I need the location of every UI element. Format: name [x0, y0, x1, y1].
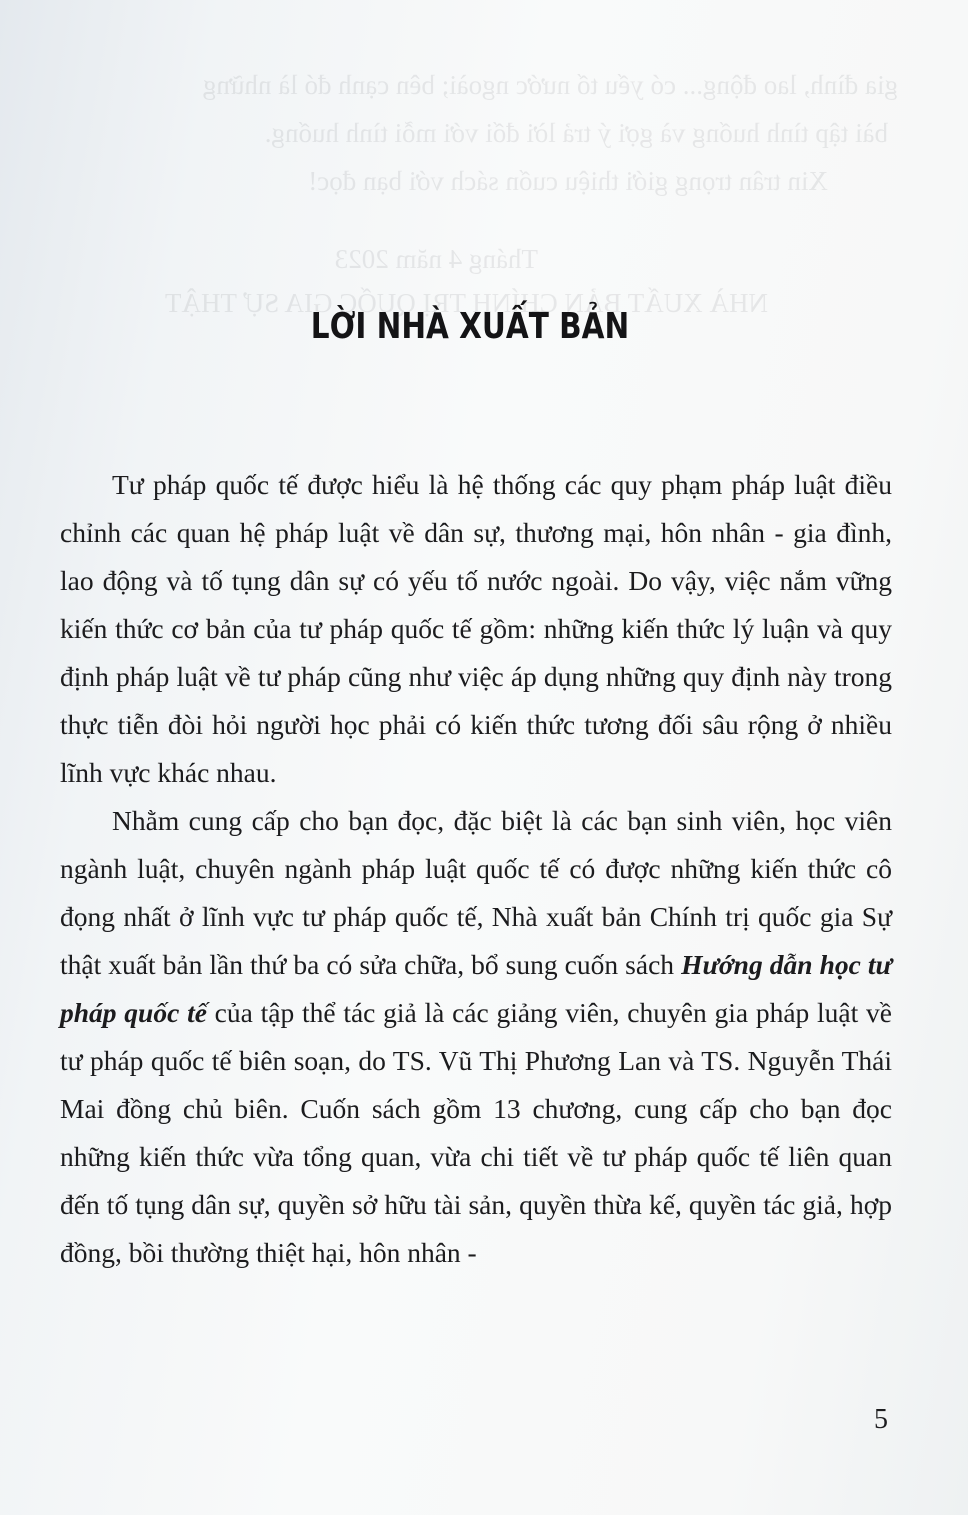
show-through-line-3: Xin trân trọng giới thiệu cuốn sách với bạn đọc!	[308, 166, 828, 196]
preface-paragraph-2	[60, 797, 892, 1277]
preface-body	[60, 461, 892, 1277]
show-through-line-5: NHÀ XUẤT BẢN CHÍNH TRỊ QUỐC GIA SỰ THẬT	[165, 288, 768, 318]
preface-paragraph-1: Tư pháp quốc tế được hiểu là hệ thống các quy phạm pháp luật điều chỉnh các quan hệ pháp luật về dân sự, thương mại, hôn nhân - gia đình, lao động và tố tụng dân sự có yếu tố nước ngoài. Do vậy, việc nắm vững kiến thức cơ bản của tư pháp quốc tế gồm: những kiến thức lý luận và quy định pháp luật về tư pháp cũng như việc áp dụng những quy định này trong thực tiễn đòi hỏi người học phải có kiến thức tương đối sâu rộng ở nhiều lĩnh vực khác nhau.	[60, 469, 892, 788]
book-title: Hướng dẫn học tư pháp quốc tế	[60, 949, 892, 1028]
paragraph-2-rest: của tập thể tác giả là các giảng viên, chuyên gia pháp luật về tư pháp quốc tế biên soạn, do TS. Vũ Thị Phương Lan và TS. Nguyễn Thái Mai đồng chủ biên. Cuốn sách gồm 13 chương, cung cấp cho bạn đọc những kiến thức vừa tổng quan, vừa chi tiết về tư pháp quốc tế liên quan đến tố tụng dân sự, quyền sở hữu tài sản, quyền thừa kế, quyền tác giả, hợp đồng, bồi thường thiệt hại, hôn nhân -	[60, 997, 892, 1268]
show-through-line-1: gia đình, lao động... có yếu tố nước ngoài; bên cạnh đó là những	[202, 70, 898, 100]
show-through-line-4: Tháng 4 năm 2023	[334, 244, 538, 274]
show-through-line-2: bài tập tình huống và gợi ý trả lời đối với mỗi tình huống.	[264, 118, 888, 148]
paragraph-2-lead: Nhằm cung cấp cho bạn đọc, đặc biệt là các bạn sinh viên, học viên ngành luật, chuyên ngành pháp luật quốc tế có được những kiến thức cô đọng nhất ở lĩnh vực tư pháp quốc tế, Nhà xuất bản Chính trị quốc gia Sự thật xuất bản lần thứ ba có sửa chữa, bổ sung cuốn sách	[60, 805, 892, 980]
page-number: 5	[874, 1404, 888, 1435]
page-title: LỜI NHÀ XUẤT BẢN	[310, 306, 630, 347]
